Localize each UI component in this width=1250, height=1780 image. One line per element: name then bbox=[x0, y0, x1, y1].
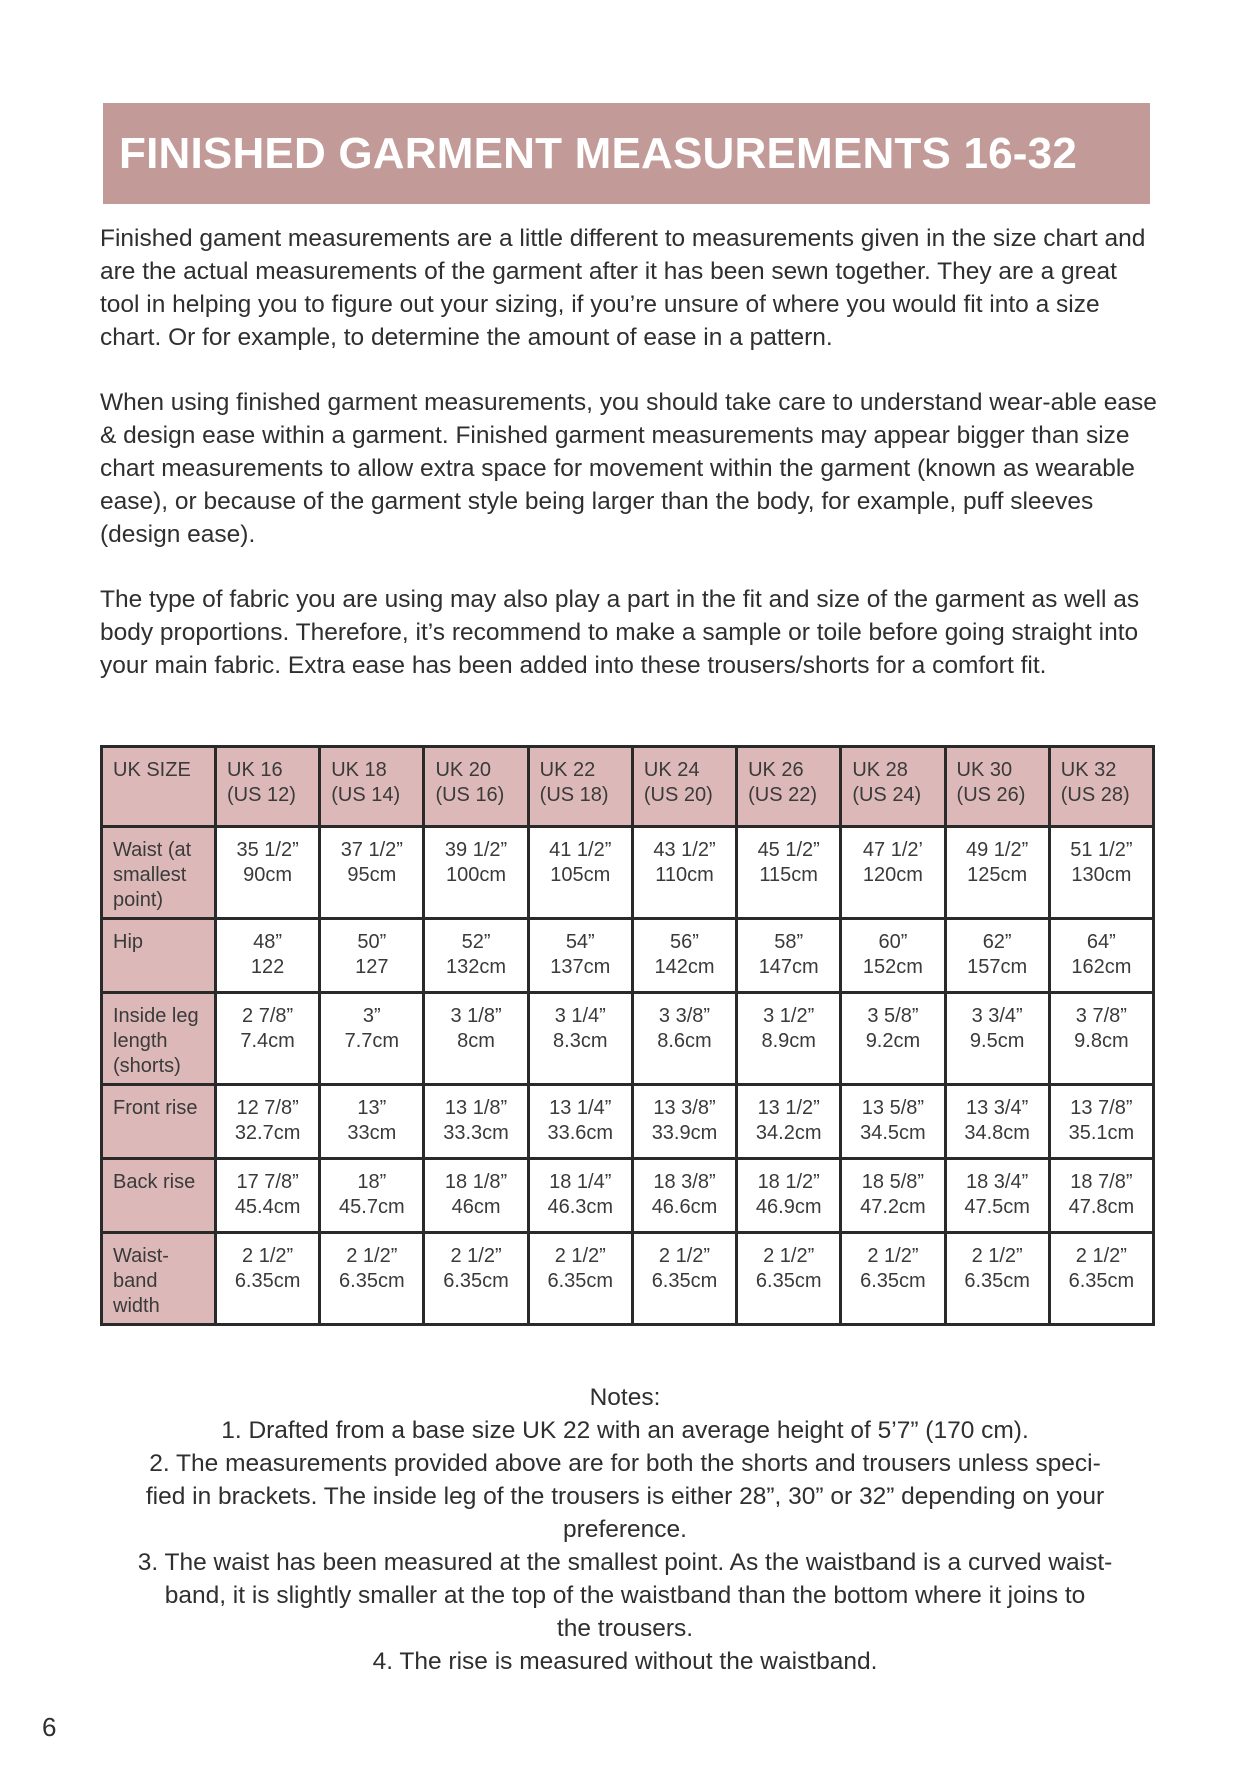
uk-size-label: UK 26 bbox=[748, 759, 804, 781]
row-label-line: Back rise bbox=[113, 1171, 196, 1193]
table-row bbox=[102, 827, 1154, 919]
size-header bbox=[737, 747, 841, 827]
row-label bbox=[102, 1159, 216, 1233]
measurement-cell bbox=[737, 1233, 841, 1325]
cm-value: 147cm bbox=[758, 956, 819, 978]
cm-value: 90cm bbox=[243, 864, 293, 886]
page-title: FINISHED GARMENT MEASUREMENTS 16-32 bbox=[119, 128, 1078, 178]
measurement-cell bbox=[528, 993, 632, 1085]
note-line: 3. The waist has been measured at the smallest point. As the waistband is a curved waist- bbox=[137, 1549, 1113, 1576]
inches-value: 2 1/2” bbox=[763, 1245, 815, 1267]
measurement-cell bbox=[1049, 827, 1153, 919]
row-label-line: Front rise bbox=[113, 1097, 198, 1119]
row-label-line: Inside leg bbox=[113, 1005, 199, 1027]
inches-value: 43 1/2” bbox=[653, 839, 716, 861]
cm-value: 130cm bbox=[1071, 864, 1132, 886]
cm-value: 7.4cm bbox=[240, 1030, 295, 1052]
inches-value: 45 1/2” bbox=[757, 839, 820, 861]
measurement-cell bbox=[424, 827, 528, 919]
size-header bbox=[945, 747, 1049, 827]
measurement-cell bbox=[216, 993, 320, 1085]
measurement-cell bbox=[841, 1085, 945, 1159]
row-label bbox=[102, 827, 216, 919]
inches-value: 2 1/2” bbox=[867, 1245, 919, 1267]
cm-value: 157cm bbox=[967, 956, 1028, 978]
measurement-cell bbox=[1049, 919, 1153, 993]
cm-value: 34.5cm bbox=[860, 1122, 926, 1144]
measurement-cell bbox=[424, 1085, 528, 1159]
inches-value: 54” bbox=[565, 931, 595, 953]
title-banner bbox=[103, 103, 1150, 204]
cm-value: 47.2cm bbox=[860, 1196, 926, 1218]
measurement-cell bbox=[320, 1233, 424, 1325]
cm-value: 6.35cm bbox=[755, 1270, 822, 1292]
measurement-cell bbox=[216, 919, 320, 993]
cm-value: 6.35cm bbox=[547, 1270, 614, 1292]
cm-value: 46cm bbox=[451, 1196, 501, 1218]
inches-value: 13 7/8” bbox=[1070, 1097, 1133, 1119]
inches-value: 58” bbox=[774, 931, 804, 953]
inches-value: 18 5/8” bbox=[861, 1171, 925, 1193]
measurement-cell bbox=[945, 1085, 1049, 1159]
note-line: 4. The rise is measured without the waistband. bbox=[372, 1648, 878, 1675]
inches-value: 18 1/8” bbox=[444, 1171, 508, 1193]
cm-value: 46.3cm bbox=[547, 1196, 614, 1218]
cm-value: 33.6cm bbox=[547, 1122, 614, 1144]
us-size-label: (US 22) bbox=[748, 784, 817, 806]
inches-value: 37 1/2” bbox=[340, 839, 403, 861]
inches-value: 48” bbox=[253, 931, 283, 953]
measurement-cell bbox=[632, 827, 736, 919]
size-header bbox=[632, 747, 736, 827]
measurement-cell bbox=[216, 1233, 320, 1325]
row-label-line: band bbox=[113, 1270, 158, 1292]
measurement-cell bbox=[737, 827, 841, 919]
inches-value: 13 1/2” bbox=[757, 1097, 820, 1119]
cm-value: 8.6cm bbox=[657, 1030, 712, 1052]
uk-size-label: UK 20 bbox=[435, 759, 492, 781]
inches-value: 13 1/8” bbox=[444, 1097, 508, 1119]
measurement-cell bbox=[528, 1159, 632, 1233]
inches-value: 2 1/2” bbox=[346, 1245, 398, 1267]
inches-value: 49 1/2” bbox=[966, 839, 1029, 861]
notes-section bbox=[95, 1381, 1155, 1678]
row-label-line: width bbox=[113, 1295, 160, 1317]
row-label bbox=[102, 993, 216, 1085]
cm-value: 6.35cm bbox=[860, 1270, 926, 1292]
inches-value: 2 7/8” bbox=[242, 1005, 294, 1027]
row-label bbox=[102, 1085, 216, 1159]
inches-value: 56” bbox=[670, 931, 699, 953]
measurement-cell bbox=[841, 1159, 945, 1233]
cm-value: 6.35cm bbox=[964, 1270, 1030, 1292]
measurement-cell bbox=[737, 919, 841, 993]
inches-value: 18 1/4” bbox=[549, 1171, 612, 1193]
us-size-label: (US 18) bbox=[539, 784, 609, 806]
table-row bbox=[102, 1085, 1154, 1159]
row-label-line: Waist (at bbox=[113, 839, 192, 861]
inches-value: 3” bbox=[362, 1005, 381, 1027]
measurement-cell bbox=[945, 1159, 1049, 1233]
measurement-cell bbox=[424, 1159, 528, 1233]
measurements-table bbox=[100, 745, 1155, 1326]
inches-value: 2 1/2” bbox=[242, 1245, 294, 1267]
measurement-cell bbox=[945, 993, 1049, 1085]
note-line: the trousers. bbox=[556, 1615, 694, 1642]
measurement-cell bbox=[737, 1159, 841, 1233]
measurement-cell bbox=[632, 1233, 736, 1325]
table-row bbox=[102, 919, 1154, 993]
measurement-cell bbox=[320, 919, 424, 993]
inches-value: 2 1/2” bbox=[971, 1245, 1023, 1267]
inches-value: 13 1/4” bbox=[549, 1097, 612, 1119]
measurement-cell bbox=[320, 1159, 424, 1233]
inches-value: 13” bbox=[357, 1097, 387, 1119]
measurement-cell bbox=[1049, 1159, 1153, 1233]
notes-heading: Notes: bbox=[589, 1384, 661, 1411]
measurement-cell bbox=[216, 1159, 320, 1233]
note-line: fied in brackets. The inside leg of the trousers is either 28”, 30” or 32” depending on your bbox=[145, 1483, 1105, 1510]
inches-value: 12 7/8” bbox=[236, 1097, 299, 1119]
inches-value: 3 5/8” bbox=[867, 1005, 919, 1027]
measurement-cell bbox=[1049, 1233, 1153, 1325]
cm-value: 33.3cm bbox=[443, 1122, 509, 1144]
row-label-line: Hip bbox=[113, 931, 144, 953]
row-label bbox=[102, 919, 216, 993]
cm-value: 6.35cm bbox=[339, 1270, 405, 1292]
inches-value: 2 1/2” bbox=[554, 1245, 606, 1267]
table-row bbox=[102, 1233, 1154, 1325]
corner-header: UK SIZE bbox=[102, 747, 216, 827]
size-header bbox=[1049, 747, 1153, 827]
uk-size-label: UK 28 bbox=[852, 759, 908, 781]
inches-value: 41 1/2” bbox=[549, 839, 612, 861]
note-line: band, it is slightly smaller at the top of the waistband than the bottom where it joins to bbox=[164, 1582, 1086, 1609]
row-label-line: point) bbox=[113, 889, 164, 911]
measurement-cell bbox=[737, 1085, 841, 1159]
us-size-label: (US 16) bbox=[435, 784, 505, 806]
measurement-cell bbox=[216, 827, 320, 919]
intro-paragraph: The type of fabric you are using may also play a part in the fit and size of the garment as well as body proportions. Therefore, it’s recommend to make a sample or toile before going straight into your main fabric. Extra ease has been added into these trousers/shorts for a comfort fit. bbox=[100, 586, 1140, 679]
inches-value: 18” bbox=[357, 1171, 387, 1193]
cm-value: 34.2cm bbox=[755, 1122, 822, 1144]
us-size-label: (US 28) bbox=[1060, 784, 1130, 806]
us-size-label: (US 20) bbox=[643, 784, 713, 806]
measurement-cell bbox=[945, 827, 1049, 919]
uk-size-label: UK 18 bbox=[331, 759, 387, 781]
measurement-cell bbox=[841, 1233, 945, 1325]
cm-value: 45.7cm bbox=[339, 1196, 405, 1218]
cm-value: 45.4cm bbox=[234, 1196, 301, 1218]
measurement-cell bbox=[320, 1085, 424, 1159]
inches-value: 47 1/2’ bbox=[862, 839, 923, 861]
measurement-cell bbox=[216, 1085, 320, 1159]
inches-value: 3 3/4” bbox=[971, 1005, 1023, 1027]
row-label-line: Waist- bbox=[113, 1245, 169, 1267]
cm-value: 137cm bbox=[550, 956, 611, 978]
cm-value: 6.35cm bbox=[651, 1270, 718, 1292]
inches-value: 3 3/8” bbox=[658, 1005, 711, 1027]
inches-value: 18 3/8” bbox=[653, 1171, 716, 1193]
row-label bbox=[102, 1233, 216, 1325]
intro-text bbox=[100, 222, 1160, 714]
cm-value: 8.3cm bbox=[553, 1030, 608, 1052]
cm-value: 7.7cm bbox=[344, 1030, 400, 1052]
uk-size-label: UK 16 bbox=[227, 759, 283, 781]
inches-value: 2 1/2” bbox=[1075, 1245, 1127, 1267]
cm-value: 105cm bbox=[550, 864, 611, 886]
cm-value: 120cm bbox=[862, 864, 923, 886]
cm-value: 115cm bbox=[759, 864, 818, 886]
note-line: preference. bbox=[563, 1516, 687, 1543]
inches-value: 3 1/2” bbox=[763, 1005, 815, 1027]
measurement-cell bbox=[528, 1085, 632, 1159]
inches-value: 2 1/2” bbox=[450, 1245, 502, 1267]
measurement-cell bbox=[737, 993, 841, 1085]
cm-value: 132cm bbox=[446, 956, 507, 978]
inches-value: 2 1/2” bbox=[658, 1245, 711, 1267]
inches-value: 13 3/4” bbox=[966, 1097, 1029, 1119]
inches-value: 17 7/8” bbox=[236, 1171, 299, 1193]
inches-value: 3 1/4” bbox=[554, 1005, 606, 1027]
cm-value: 47.5cm bbox=[964, 1196, 1030, 1218]
cm-value: 46.9cm bbox=[755, 1196, 822, 1218]
size-header bbox=[216, 747, 320, 827]
cm-value: 9.2cm bbox=[865, 1030, 921, 1052]
cm-value: 6.35cm bbox=[1068, 1270, 1135, 1292]
cm-value: 127 bbox=[355, 956, 389, 978]
measurement-cell bbox=[424, 993, 528, 1085]
table-header-row bbox=[102, 747, 1154, 827]
size-header bbox=[528, 747, 632, 827]
us-size-label: (US 12) bbox=[227, 784, 296, 806]
inches-value: 50” bbox=[357, 931, 387, 953]
inches-value: 3 7/8” bbox=[1075, 1005, 1127, 1027]
measurement-cell bbox=[320, 827, 424, 919]
measurement-cell bbox=[632, 1085, 736, 1159]
table-body bbox=[102, 827, 1154, 1325]
uk-size-label: UK 32 bbox=[1060, 759, 1117, 781]
cm-value: 95cm bbox=[347, 864, 397, 886]
measurement-cell bbox=[841, 827, 945, 919]
measurement-cell bbox=[1049, 1085, 1153, 1159]
measurement-cell bbox=[632, 919, 736, 993]
intro-paragraph: When using finished garment measurements, you should take care to understand wear-able ease & design ease within a garment. Finished garment measurements may appear bigger than size chart measurements to allow extra space for movement within the garment (known as wearable ease), or because of the garment style being larger than the body, for example, puff sleeves (design ease). bbox=[100, 389, 1157, 548]
cm-value: 8.9cm bbox=[761, 1030, 816, 1052]
uk-size-label: UK 24 bbox=[643, 759, 700, 781]
size-header bbox=[320, 747, 424, 827]
row-label-line: length bbox=[113, 1030, 168, 1052]
cm-value: 125cm bbox=[967, 864, 1028, 886]
cm-value: 8cm bbox=[457, 1030, 495, 1052]
cm-value: 9.5cm bbox=[969, 1030, 1025, 1052]
cm-value: 152cm bbox=[862, 956, 923, 978]
inches-value: 62” bbox=[982, 931, 1012, 953]
cm-value: 35.1cm bbox=[1068, 1122, 1135, 1144]
measurement-cell bbox=[841, 919, 945, 993]
inches-value: 39 1/2” bbox=[444, 839, 508, 861]
note-line: 2. The measurements provided above are for both the shorts and trousers unless speci- bbox=[149, 1450, 1101, 1477]
cm-value: 46.6cm bbox=[651, 1196, 718, 1218]
size-header bbox=[841, 747, 945, 827]
measurement-cell bbox=[841, 993, 945, 1085]
us-size-label: (US 26) bbox=[956, 784, 1026, 806]
inches-value: 18 7/8” bbox=[1070, 1171, 1133, 1193]
table-row bbox=[102, 993, 1154, 1085]
cm-value: 47.8cm bbox=[1068, 1196, 1135, 1218]
inches-value: 60” bbox=[878, 931, 908, 953]
measurement-cell bbox=[528, 919, 632, 993]
us-size-label: (US 24) bbox=[852, 784, 922, 806]
cm-value: 162cm bbox=[1071, 956, 1132, 978]
inches-value: 18 3/4” bbox=[966, 1171, 1029, 1193]
cm-value: 6.35cm bbox=[443, 1270, 509, 1292]
measurement-cell bbox=[632, 1159, 736, 1233]
inches-value: 13 3/8” bbox=[653, 1097, 716, 1119]
cm-value: 122 bbox=[250, 956, 285, 978]
cm-value: 33.9cm bbox=[651, 1122, 718, 1144]
uk-size-label: UK 30 bbox=[956, 759, 1013, 781]
measurement-cell bbox=[528, 827, 632, 919]
measurement-cell bbox=[424, 1233, 528, 1325]
page-number: 6 bbox=[42, 1712, 57, 1742]
cm-value: 32.7cm bbox=[234, 1122, 301, 1144]
measurement-cell bbox=[945, 1233, 1049, 1325]
cm-value: 100cm bbox=[446, 864, 507, 886]
inches-value: 52” bbox=[461, 931, 491, 953]
cm-value: 6.35cm bbox=[234, 1270, 301, 1292]
table-row bbox=[102, 1159, 1154, 1233]
measurement-cell bbox=[528, 1233, 632, 1325]
size-header bbox=[424, 747, 528, 827]
cm-value: 33cm bbox=[347, 1122, 397, 1144]
cm-value: 9.8cm bbox=[1074, 1030, 1129, 1052]
inches-value: 64” bbox=[1086, 931, 1116, 953]
inches-value: 35 1/2” bbox=[236, 839, 299, 861]
inches-value: 51 1/2” bbox=[1070, 839, 1133, 861]
measurement-cell bbox=[632, 993, 736, 1085]
measurement-cell bbox=[1049, 993, 1153, 1085]
inches-value: 3 1/8” bbox=[450, 1005, 502, 1027]
intro-paragraph: Finished gament measurements are a little different to measurements given in the size chart and are the actual measurements of the garment after it has been sewn together. They are a great tool in helping you to figure out your sizing, if you’re unsure of where you would fit into a size chart. Or for example, to determine the amount of ease in a pattern. bbox=[100, 225, 1146, 351]
inches-value: 13 5/8” bbox=[861, 1097, 925, 1119]
measurement-cell bbox=[424, 919, 528, 993]
uk-size-label: UK 22 bbox=[539, 759, 596, 781]
cm-value: 110cm bbox=[655, 864, 714, 886]
row-label-line: smallest bbox=[113, 864, 187, 886]
measurement-cell bbox=[320, 993, 424, 1085]
row-label-line: (shorts) bbox=[113, 1055, 181, 1077]
measurement-cell bbox=[945, 919, 1049, 993]
inches-value: 18 1/2” bbox=[757, 1171, 820, 1193]
cm-value: 34.8cm bbox=[964, 1122, 1030, 1144]
note-line: 1. Drafted from a base size UK 22 with an average height of 5’7” (170 cm). bbox=[221, 1417, 1029, 1444]
cm-value: 142cm bbox=[654, 956, 715, 978]
us-size-label: (US 14) bbox=[331, 784, 401, 806]
